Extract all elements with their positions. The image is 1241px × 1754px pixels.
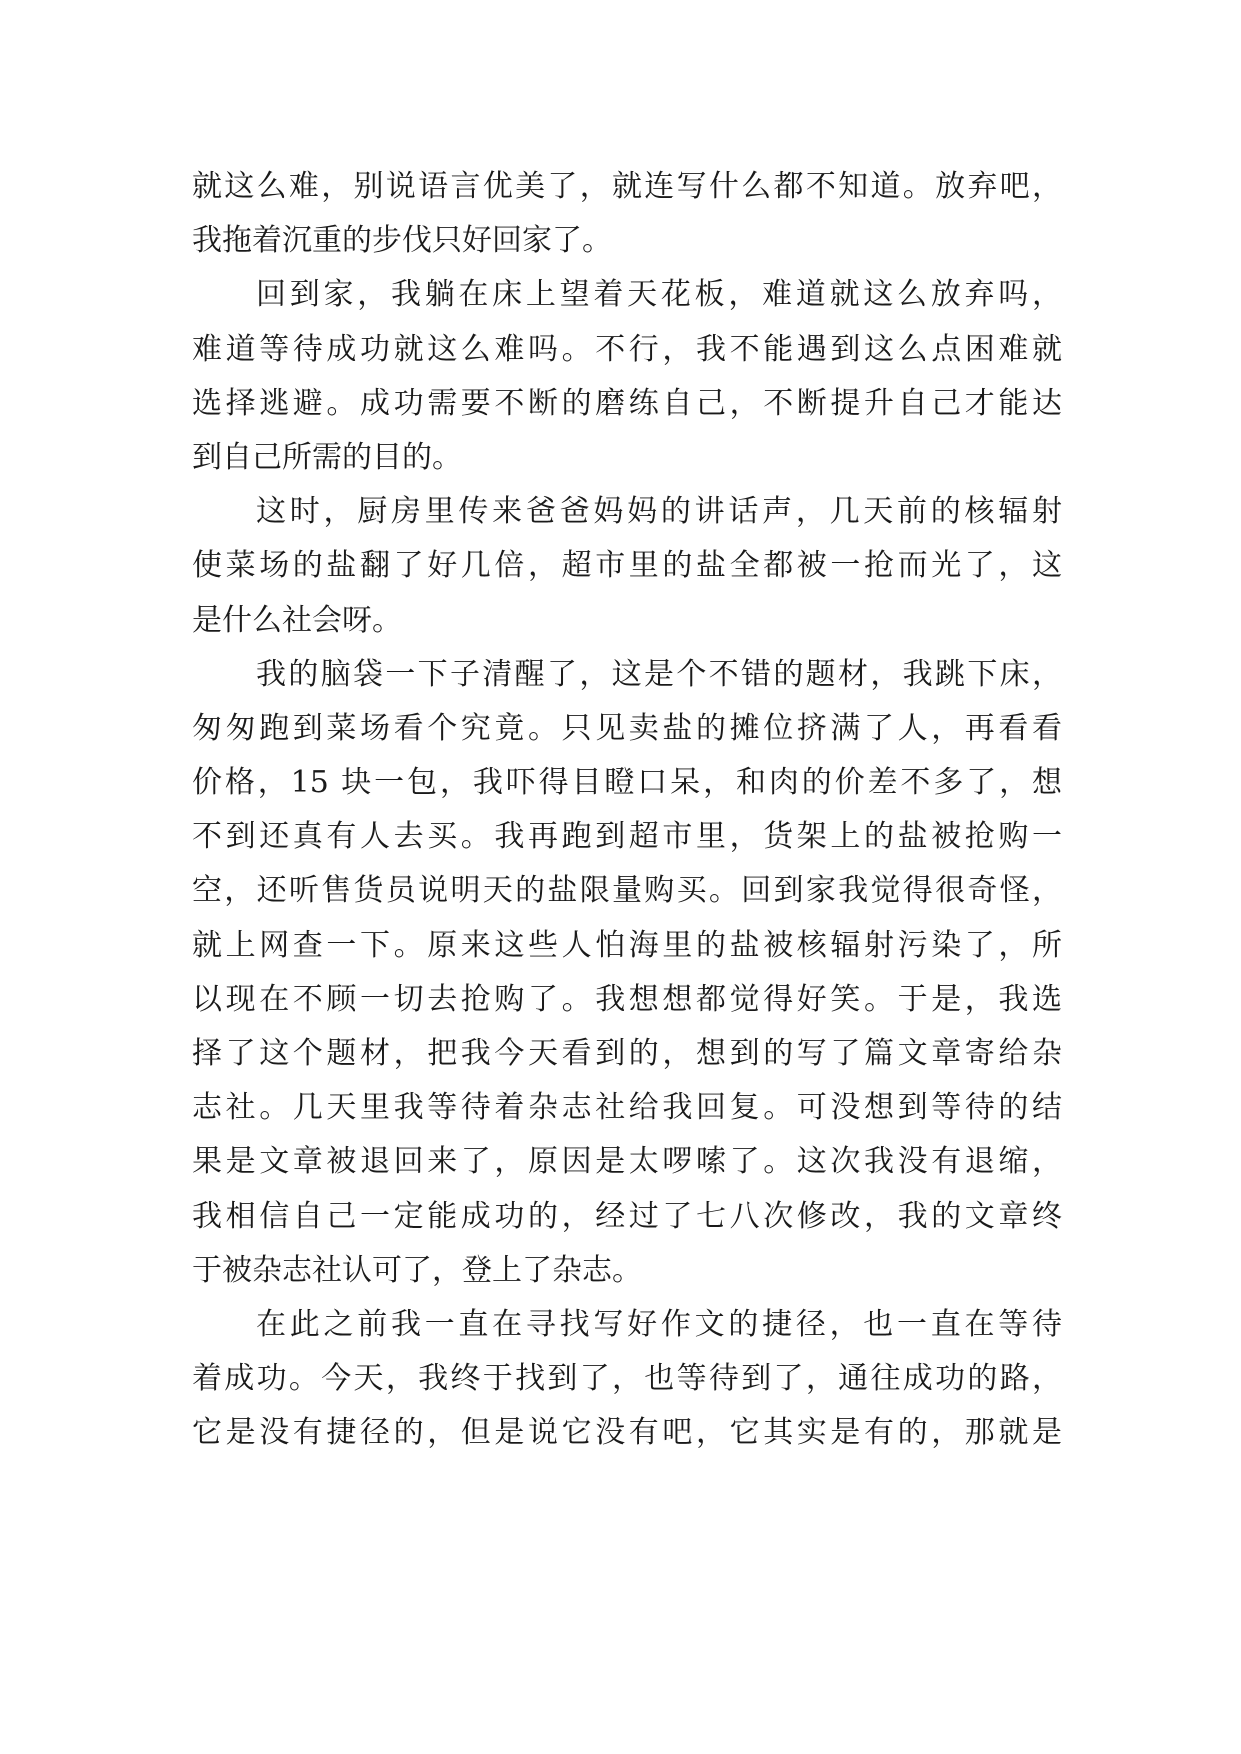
text-line: 我拖着沉重的步伐只好回家了。 <box>192 223 612 259</box>
text-line: 是什么社会呀。 <box>192 602 402 638</box>
text-line: 果是文章被退回来了，原因是太啰嗦了。这次我没有退缩， <box>192 1144 1062 1180</box>
paragraph-first-line: 这时，厨房里传来爸爸妈妈的讲话声，几天前的核辐射 <box>256 494 1062 530</box>
text-line: 择了这个题材，把我今天看到的，想到的写了篇文章寄给杂 <box>192 1036 1062 1071</box>
paragraph-first-line: 回到家，我躺在床上望着天花板，难道就这么放弃吗， <box>256 277 1062 313</box>
text-line: 于被杂志社认可了，登上了杂志。 <box>192 1252 642 1288</box>
text-line: 到自己所需的目的。 <box>192 439 462 475</box>
text-line: 价格，15 块一包，我吓得目瞪口呆，和肉的价差不多了，想 <box>192 765 1062 801</box>
text-line: 着成功。今天，我终于找到了，也等待到了，通往成功的路， <box>192 1361 1062 1397</box>
text-line: 不到还真有人去买。我再跑到超市里，货架上的盐被抢购一 <box>192 819 1062 855</box>
text-line: 我相信自己一定能成功的，经过了七八次修改，我的文章终 <box>192 1198 1062 1234</box>
essay-text <box>192 160 1062 1461</box>
text-line: 使菜场的盐翻了好几倍，超市里的盐全都被一抢而光了，这 <box>192 548 1062 584</box>
text-line: 志社。几天里我等待着杂志社给我回复。可没想到等待的结 <box>192 1090 1062 1126</box>
paragraph-first-line: 我的脑袋一下子清醒了，这是个不错的题材，我跳下床， <box>256 656 1062 692</box>
text-line: 就上网查一下。原来这些人怕海里的盐被核辐射污染了，所 <box>192 927 1062 963</box>
text-line: 选择逃避。成功需要不断的磨练自己，不断提升自己才能达 <box>192 385 1062 421</box>
text-line: 难道等待成功就这么难吗。不行，我不能遇到这么点困难就 <box>192 331 1062 367</box>
text-line: 匆匆跑到菜场看个究竟。只见卖盐的摊位挤满了人，再看看 <box>192 710 1062 746</box>
text-line: 它是没有捷径的，但是说它没有吧，它其实是有的，那就是 <box>192 1415 1062 1451</box>
text-line: 空，还听售货员说明天的盐限量购买。回到家我觉得很奇怪， <box>192 873 1062 909</box>
text-line: 以现在不顾一切去抢购了。我想想都觉得好笑。于是，我选 <box>192 981 1062 1017</box>
paragraph-first-line: 在此之前我一直在寻找写好作文的捷径，也一直在等待 <box>256 1306 1062 1342</box>
text-line: 就这么难，别说语言优美了，就连写什么都不知道。放弃吧， <box>192 169 1062 204</box>
